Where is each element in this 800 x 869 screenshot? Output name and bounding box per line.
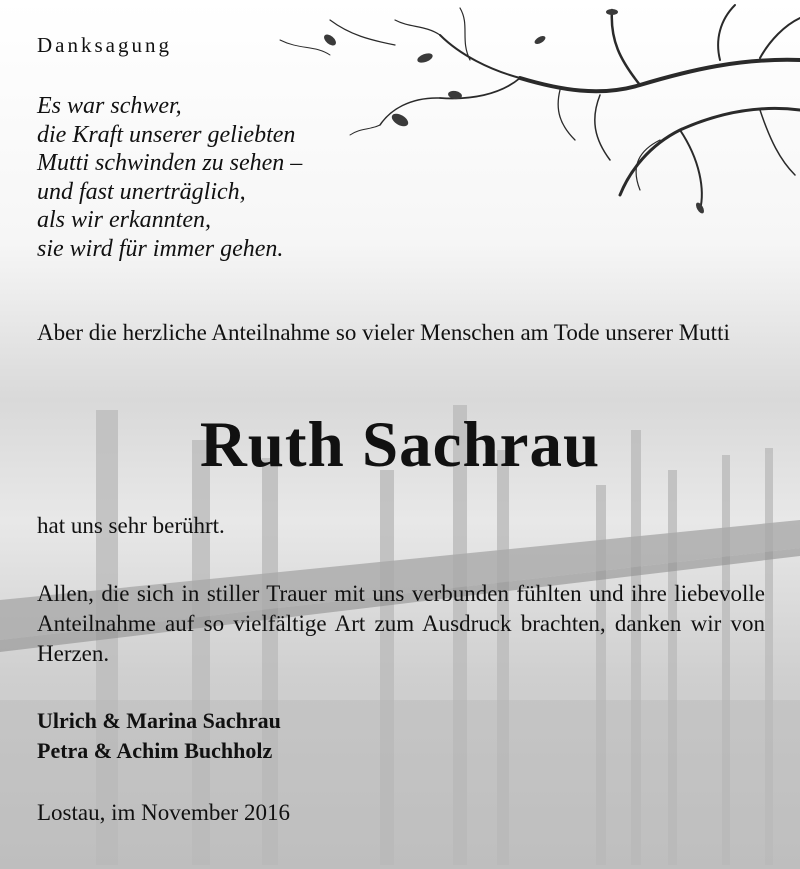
poem-line: und fast unerträglich,: [37, 178, 246, 205]
place-date: Lostau, im November 2016: [37, 800, 290, 825]
poem-line: die Kraft unserer geliebten: [37, 121, 296, 148]
signatory: Ulrich & Marina Sachrau: [37, 708, 281, 733]
heading: Danksagung: [37, 33, 172, 57]
touched-text: hat uns sehr berührt.: [37, 513, 225, 538]
deceased-name: Ruth Sachrau: [199, 409, 601, 481]
signatory: Petra & Achim Buchholz: [37, 738, 273, 763]
poem-line: Es war schwer,: [37, 93, 182, 119]
thanks-text: Allen, die sich in stiller Trauer mit uns verbunden fühlten und ihre liebevolle Anteilnahme auf so vielfältige Art zum Ausdruck brachten, danken wir von Herzen.: [37, 581, 765, 666]
signatories: [37, 706, 767, 766]
poem: [37, 92, 767, 263]
poem-line: als wir erkannten,: [37, 207, 211, 233]
intro-text: Aber die herzliche Anteilnahme so vieler Menschen am Tode unserer Mutti: [37, 320, 730, 345]
poem-line: Mutti schwinden zu sehen –: [37, 150, 303, 176]
poem-line: sie wird für immer gehen.: [37, 235, 284, 262]
